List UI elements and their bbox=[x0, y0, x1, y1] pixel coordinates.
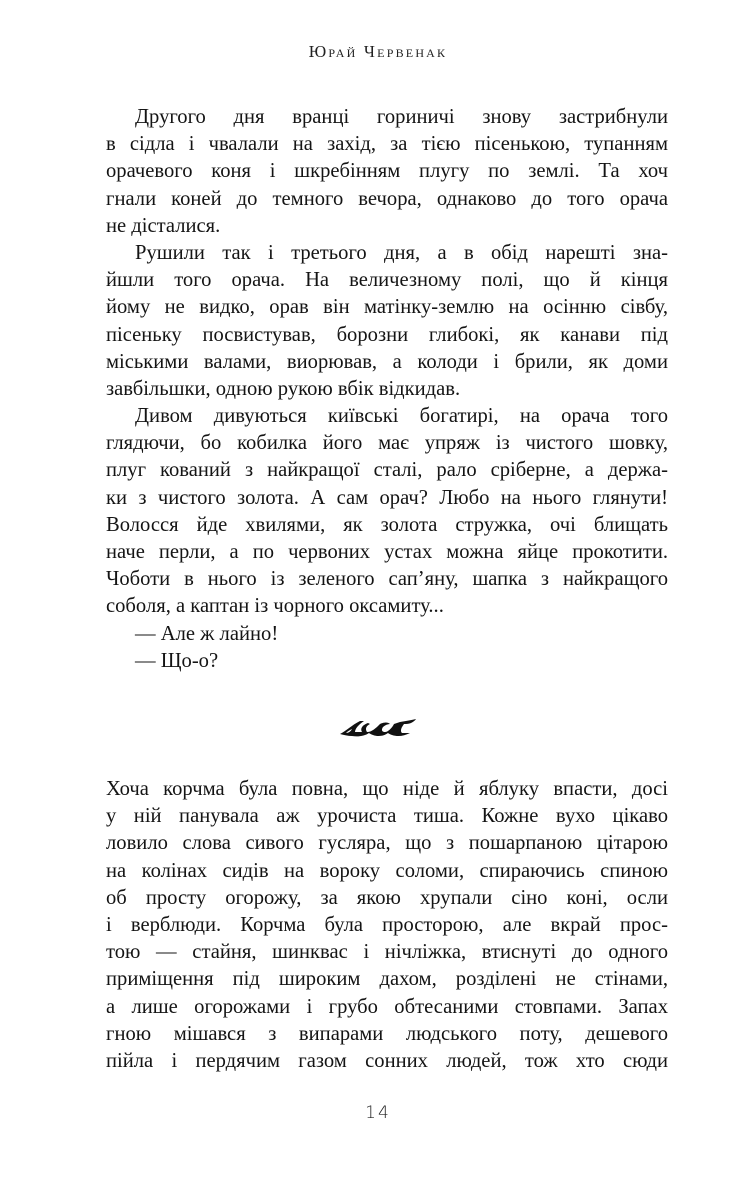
body-text-section-2 bbox=[106, 776, 668, 1075]
running-head-author: Юрай Червенак bbox=[308, 42, 448, 61]
text-line: на колінах сидів на вороку соломи, спираючись спиною bbox=[106, 859, 668, 882]
text-line: Другого дня вранці гориничі знову застрибнули bbox=[135, 106, 668, 128]
text-line: ловило слова сивого гусляра, що з пошарпаною цітарою bbox=[106, 832, 668, 855]
text-line: плуг кований з найкращої сталі, рало сріберне, а держа- bbox=[106, 459, 668, 482]
text-line: Дивом дивуються київські богатирі, на орача того bbox=[135, 405, 668, 428]
text-line: йому не видко, орав він матінку-землю на осінню сівбу, bbox=[106, 296, 668, 319]
text-line: гною мішався з випарами людського поту, дешевого bbox=[106, 1022, 668, 1045]
text-line: глядючи, бо кобилка його має упряж із чистого шовку, bbox=[106, 432, 668, 455]
body-text-section-1 bbox=[106, 104, 668, 675]
text-line: у ній панувала аж урочиста тиша. Кожне вухо цікаво bbox=[106, 805, 668, 828]
dialogue-line: — Що-о? bbox=[135, 649, 219, 672]
text-line: орачевого коня і шкребінням плугу по землі. Та хоч bbox=[106, 160, 668, 183]
ornamental-section-break-icon bbox=[338, 716, 418, 740]
text-line: гнали коней до темного вечора, однаково до того орача bbox=[106, 187, 668, 210]
text-line: об просту огорожу, за якою хрупали сіно коні, осли bbox=[106, 886, 668, 909]
text-line: приміщення під широким дахом, розділені не стінами, bbox=[106, 968, 668, 991]
text-line: ки з чистого золота. А сам орач? Любо на нього глянути! bbox=[106, 486, 668, 509]
text-line: Хоча корчма була повна, що ніде й яблуку впасти, досі bbox=[106, 778, 668, 800]
text-line: Чоботи в нього із зеленого сап’яну, шапка з найкращого bbox=[106, 568, 668, 591]
text-line: і верблюди. Корчма була просторою, але вкрай прос- bbox=[106, 913, 668, 936]
text-line: пісеньку посвистував, борозни глибокі, як канави під bbox=[106, 323, 668, 346]
text-line: соболя, а каптан із чорного оксамиту... bbox=[106, 595, 444, 618]
text-line: наче перли, а по червоних устах можна яйце прокотити. bbox=[106, 541, 668, 563]
text-line: в сідла і чвалали на захід, за тією пісенькою, тупанням bbox=[106, 133, 668, 156]
text-line: а лише огорожами і грубо обтесаними стовпами. Запах bbox=[106, 995, 668, 1018]
text-line: йшли того орача. На величезному полі, що й кінця bbox=[106, 269, 668, 292]
text-line: Рушили так і третього дня, а в обід нарешті зна- bbox=[135, 241, 668, 264]
text-line: не дісталися. bbox=[106, 214, 221, 237]
section-break bbox=[0, 716, 756, 740]
text-line: Волосся йде хвилями, як золота стружка, очі блищать bbox=[106, 513, 668, 536]
dialogue-line: — Але ж лайно! bbox=[135, 622, 279, 645]
text-line: міськими валами, виорював, а колоди і брили, як доми bbox=[106, 350, 668, 373]
text-line: тою — стайня, шинквас і нічліжка, втиснуті до одного bbox=[106, 941, 668, 964]
page-number: 14 bbox=[365, 1103, 391, 1123]
text-line: пійла і пердячим газом сонних людей, тож хто сюди bbox=[106, 1049, 668, 1072]
text-line: завбільшки, одною рукою вбік відкидав. bbox=[106, 377, 461, 400]
